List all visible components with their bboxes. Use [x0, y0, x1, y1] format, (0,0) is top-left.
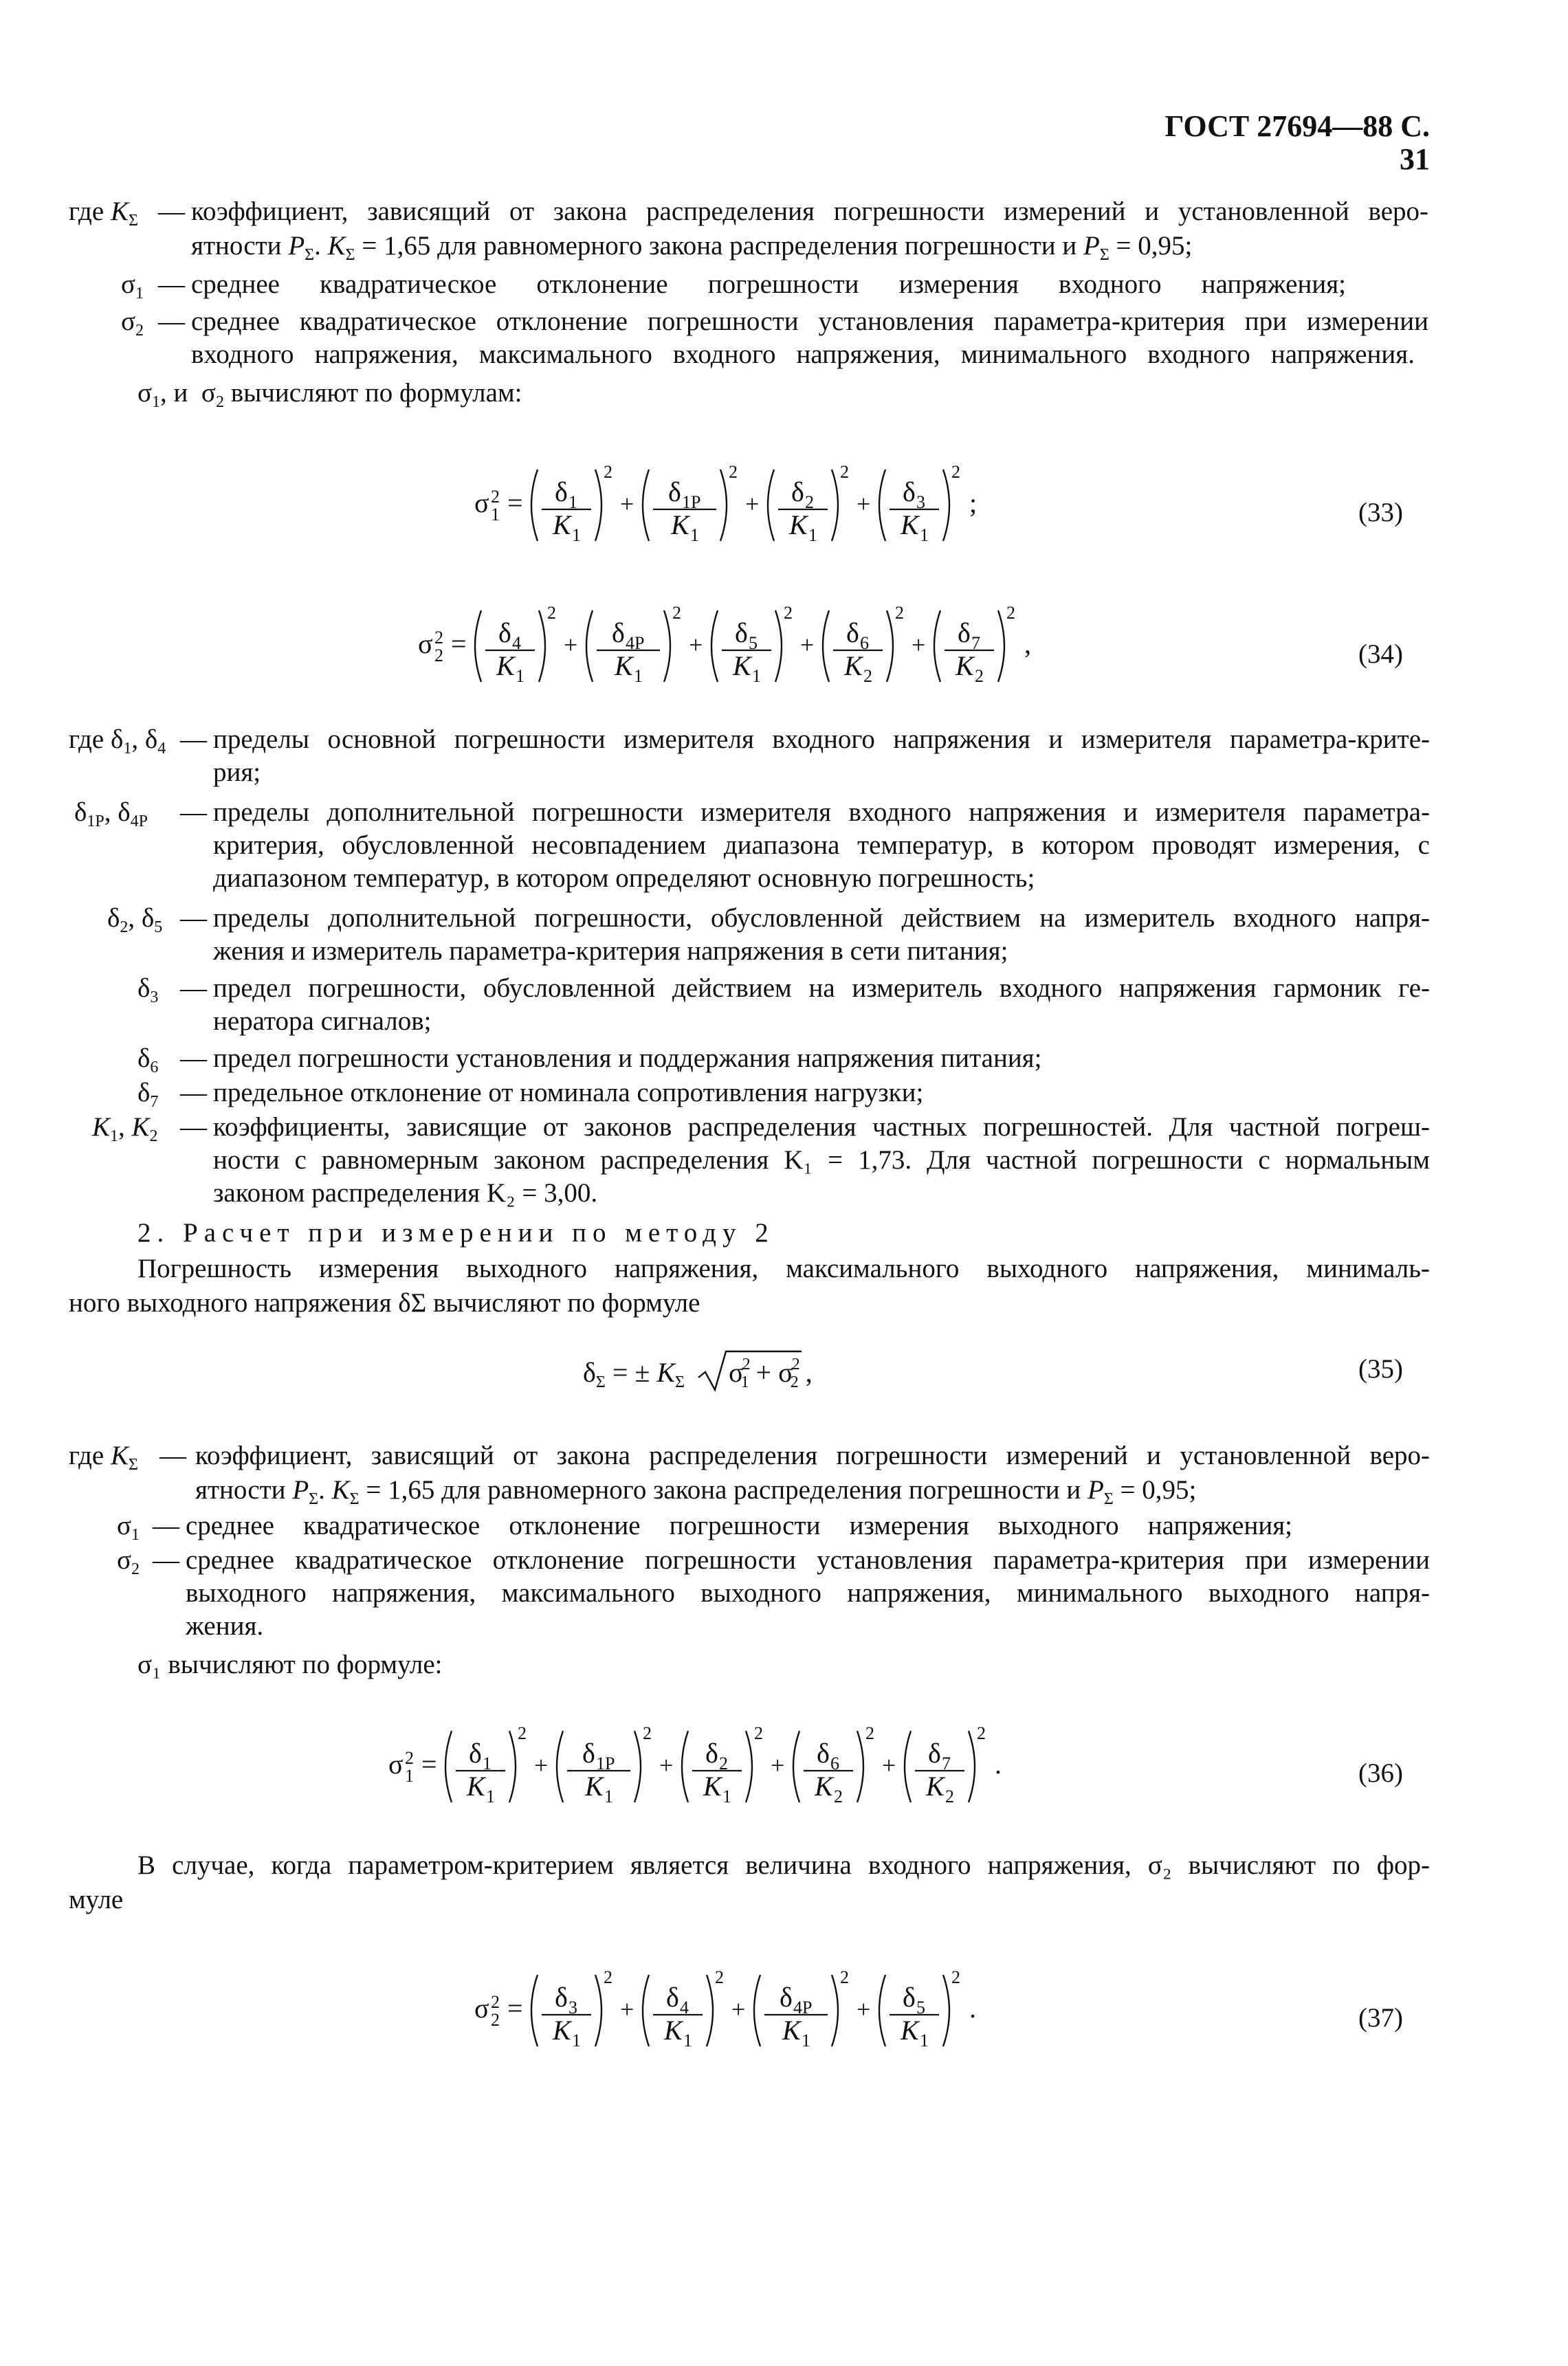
plus-sign: +	[534, 1751, 549, 1779]
numerator-subscript: 5	[749, 633, 758, 653]
compute-sentence-1: $\sigma_1$, и $\sigma_2$ вычисляют по формулам:	[137, 378, 522, 411]
definition-text: среднее квадратическое отклонение погрешности измерения выходного напряжения;	[186, 1511, 1292, 1540]
equals-sign: =	[507, 487, 523, 518]
numerator-subscript: 2	[719, 1754, 728, 1773]
fraction-numerator: δ	[958, 617, 971, 648]
fraction-numerator: δ	[928, 1738, 941, 1769]
definition-ksigma-2-line2: ятности $P_\Sigma$. $K_\Sigma = 1,65$ для равномерного закона распределения погрешности и $P_\Sigma = 0,95$;	[195, 1475, 1197, 1508]
fraction-denominator: K	[733, 650, 751, 681]
numerator-subscript: 4P	[626, 633, 645, 653]
numerator-subscript: 3	[916, 492, 925, 512]
denominator-subscript: 1	[920, 2031, 929, 2050]
fraction-numerator: δ	[582, 1738, 595, 1769]
section-heading: 2. Расчет при измерении по методу 2	[137, 1218, 775, 1248]
fraction-denominator: K	[467, 1771, 485, 1802]
equation-lhs: σ	[418, 628, 433, 659]
fraction-numerator: δ	[555, 476, 568, 507]
fraction-numerator: δ	[666, 1982, 679, 2013]
definition-text: нератора сигналов;	[213, 1006, 432, 1036]
denominator-subscript: 1	[802, 2031, 810, 2050]
definition-text: входного напряжения, максимального входного напряжения, минимального входного напряжения.	[191, 340, 1415, 369]
squared-exponent: 2	[547, 603, 556, 623]
definition-text: рия;	[213, 758, 261, 787]
equation-lhs: σ	[474, 487, 489, 518]
squared-exponent: 2	[1006, 603, 1015, 623]
equation-lhs-exponent: 2	[434, 628, 443, 648]
squared-exponent: 2	[729, 462, 738, 482]
equation-lhs-subscript: 2	[434, 645, 443, 665]
fraction-denominator: K	[585, 1771, 604, 1802]
equals-sign: =	[451, 628, 467, 659]
definition-d6: предел погрешности установления и поддержания напряжения питания;	[213, 1043, 1042, 1073]
numerator-subscript: 2	[805, 492, 814, 512]
equation-end-punct: ;	[969, 487, 978, 518]
left-paren	[754, 1975, 760, 2046]
fraction-numerator: δ	[846, 617, 859, 648]
numerator-subscript: 5	[916, 1998, 925, 2017]
definition-sigma1-2-label: $\sigma_1$	[117, 1511, 140, 1544]
fraction-denominator: K	[671, 509, 689, 540]
fraction-numerator: δ	[780, 1982, 793, 2013]
denominator-subscript: 1	[572, 525, 581, 545]
plus-sign: +	[689, 631, 703, 659]
definition-d7: предельное отклонение от номинала сопротивления нагрузки;	[213, 1078, 924, 1107]
denominator-subscript: 2	[975, 666, 984, 686]
fraction-numerator: δ	[903, 1982, 916, 2013]
numerator-subscript: 4	[512, 633, 521, 653]
definition-text: пределы основной погрешности измерителя входного напряжения и измерителя параметра-крите-	[213, 725, 1430, 754]
plus-sign: +	[912, 631, 926, 659]
definition-text: предел погрешности, обусловленной действием на измеритель входного напряжения гармоник ге-	[213, 973, 1430, 1003]
fraction-denominator: K	[789, 509, 808, 540]
definition-text-line2: ятности $P_\Sigma$. $K_\Sigma = 1,65$ для равномерного закона распределения погрешности и $P_\Sigma = 0,95$;	[191, 231, 1193, 264]
squared-exponent: 2	[643, 1723, 652, 1743]
equation-end-punct: ,	[1024, 628, 1031, 659]
numerator-subscript: 7	[971, 633, 980, 653]
definition-k1k2-label: $K_1$, $K_2$	[92, 1112, 158, 1145]
definition-text: среднее квадратическое отклонение погрешности установления параметра-критерия при измерении	[186, 1545, 1430, 1575]
numerator-subscript: 1P	[682, 492, 701, 512]
plus-sign: +	[745, 490, 760, 518]
definition-text: жения.	[186, 1611, 264, 1641]
paragraph-line: В случае, когда параметром-критерием является величина входного напряжения, σ₂ вычисляют по фор-	[137, 1850, 1430, 1880]
fraction-numerator: δ	[903, 476, 916, 507]
eq35-radicand: σ2 1 + σ2 2 ,	[729, 1356, 813, 1391]
plus-sign: +	[620, 490, 634, 518]
denominator-subscript: 1	[604, 1787, 613, 1806]
squared-exponent: 2	[604, 1967, 612, 1987]
definition-text: ности с равномерным законом распределения K₁ = 1,73. Для частной погрешности с нормальным	[213, 1145, 1430, 1175]
numerator-subscript: 7	[942, 1754, 951, 1773]
fraction-denominator: K	[782, 2015, 801, 2046]
numerator-subscript: 4	[680, 1998, 689, 2017]
denominator-subscript: 1	[722, 1787, 731, 1806]
definition-label: $\sigma_2$	[121, 307, 144, 340]
definition-text: коэффициент, зависящий от закона распределения погрешности измерений и установленной веро-	[195, 1441, 1430, 1470]
definition-label: где $K_\Sigma$	[69, 197, 138, 230]
definition-text: пределы дополнительной погрешности измерителя входного напряжения и измерителя параметра-	[213, 797, 1430, 827]
definition-d2d5-label: $\delta_2$, $\delta_5$	[107, 903, 163, 936]
plus-sign: +	[771, 1751, 785, 1779]
definition-d1d4-label: где $\delta_1$, $\delta_4$	[69, 725, 166, 758]
squared-exponent: 2	[840, 462, 849, 482]
denominator-subscript: 1	[683, 2031, 692, 2050]
squared-exponent: 2	[977, 1723, 986, 1743]
denominator-subscript: 2	[863, 666, 872, 686]
numerator-subscript: 1	[483, 1754, 492, 1773]
equals-sign: =	[421, 1749, 437, 1780]
case-paragraph-line2: муле	[69, 1885, 124, 1914]
equation-lhs-subscript: 1	[491, 505, 500, 524]
fraction-denominator: K	[815, 1771, 833, 1802]
squared-exponent: 2	[865, 1723, 874, 1743]
plus-sign: +	[659, 1751, 674, 1779]
fraction-denominator: K	[553, 2015, 571, 2046]
denominator-subscript: 1	[808, 525, 817, 545]
plus-sign: +	[620, 1995, 634, 2023]
denominator-subscript: 1	[920, 525, 929, 545]
equation-lhs-exponent: 2	[491, 1992, 500, 2012]
denominator-subscript: 1	[634, 666, 643, 686]
definition-label: $\sigma_1$	[121, 269, 144, 302]
fraction-numerator: δ	[791, 476, 804, 507]
equation-number-33: (33)	[1358, 498, 1403, 527]
definition-text: законом распределения K₂ = 3,00.	[213, 1178, 598, 1208]
denominator-subscript: 2	[834, 1787, 843, 1806]
squared-exponent: 2	[604, 462, 612, 482]
equals-sign: =	[507, 1993, 523, 2024]
plus-sign: +	[882, 1751, 896, 1779]
equation-number-36: (36)	[1358, 1758, 1403, 1788]
paragraph-line-2: ного выходного напряжения δΣ вычисляют по формуле	[69, 1288, 700, 1318]
paragraph-line: Погрешность измерения выходного напряжения, максимального выходного напряжения, минималь-	[137, 1254, 1430, 1283]
fraction-denominator: K	[615, 650, 633, 681]
definition-text: критерия, обусловленной несовпадением диапазона температур, в котором проводят измерения, с	[213, 830, 1430, 860]
denominator-subscript: 1	[516, 666, 524, 686]
fraction-numerator: δ	[469, 1738, 482, 1769]
plus-sign: +	[857, 1995, 871, 2023]
fraction-denominator: K	[926, 1771, 945, 1802]
equation-lhs-exponent: 2	[491, 487, 500, 507]
definition-d7-label: $\delta_7$	[137, 1078, 159, 1111]
squared-exponent: 2	[672, 603, 681, 623]
denominator-subscript: 1	[572, 2031, 581, 2050]
definition-ksigma-2-label: где $K_\Sigma$	[69, 1441, 138, 1474]
left-paren	[531, 1975, 538, 2046]
fraction-denominator: K	[664, 2015, 683, 2046]
squared-exponent: 2	[754, 1723, 763, 1743]
equation-lhs-subscript: 1	[405, 1766, 414, 1786]
plus-sign: +	[857, 490, 871, 518]
fraction-denominator: K	[901, 509, 919, 540]
denominator-subscript: 1	[690, 525, 699, 545]
equation-lhs-exponent: 2	[405, 1748, 414, 1768]
left-paren	[879, 1975, 885, 2046]
definition-text: выходного напряжения, максимального выходного напряжения, минимального выходного напря-	[186, 1578, 1430, 1608]
fraction-denominator: K	[956, 650, 974, 681]
equation-end-punct: .	[969, 1993, 976, 2024]
right-paren	[595, 1975, 601, 2046]
denominator-subscript: 1	[486, 1787, 495, 1806]
definition-text: диапазоном температур, в котором определяют основную погрешность;	[213, 863, 1035, 893]
fraction-denominator: K	[844, 650, 863, 681]
equation-end-punct: .	[995, 1749, 1002, 1780]
equation-number-34: (34)	[1358, 639, 1403, 669]
squared-exponent: 2	[715, 1967, 724, 1987]
fraction-numerator: δ	[705, 1738, 718, 1769]
squared-exponent: 2	[784, 603, 793, 623]
squared-exponent: 2	[840, 1967, 849, 1987]
numerator-subscript: 6	[860, 633, 869, 653]
fraction-denominator: K	[496, 650, 515, 681]
definition-text: жения и измеритель параметра-критерия напряжения в сети питания;	[213, 936, 1008, 966]
denominator-subscript: 2	[945, 1787, 954, 1806]
equation-number-37: (37)	[1358, 2003, 1403, 2033]
fraction-numerator: δ	[668, 476, 681, 507]
fraction-numerator: δ	[612, 617, 625, 648]
equation-lhs: σ	[474, 1993, 489, 2024]
numerator-subscript: 1P	[596, 1754, 615, 1773]
fraction-denominator: K	[703, 1771, 722, 1802]
denominator-subscript: 1	[752, 666, 761, 686]
right-paren	[832, 1975, 838, 2046]
definition-sigma2-2-label: $\sigma_2$	[117, 1545, 140, 1578]
plus-sign: +	[564, 631, 578, 659]
fraction-denominator: K	[553, 509, 571, 540]
definition-text: коэффициенты, зависящие от законов распределения частных погрешностей. Для частной погреш-	[213, 1112, 1430, 1142]
right-paren	[707, 1975, 713, 2046]
eq35-lhs: $\delta_\Sigma$ = ± $K_\Sigma$	[583, 1357, 685, 1391]
squared-exponent: 2	[951, 462, 960, 482]
fraction-numerator: δ	[735, 617, 748, 648]
squared-exponent: 2	[951, 1967, 960, 1987]
definition-text: коэффициент, зависящий от закона распределения погрешности измерений и установленной веро-	[191, 197, 1428, 226]
numerator-subscript: 3	[568, 1998, 577, 2017]
compute-sentence-2: σ₁ вычисляют по формуле:	[137, 1650, 443, 1679]
plus-sign: +	[731, 1995, 746, 2023]
definition-text: среднее квадратическое отклонение погрешности установления параметра-критерия при измерении	[191, 307, 1428, 336]
fraction-numerator: δ	[498, 617, 511, 648]
squared-exponent: 2	[518, 1723, 527, 1743]
definition-d6-label: $\delta_6$	[137, 1043, 159, 1076]
definition-text: пределы дополнительной погрешности, обусловленной действием на измеритель входного напря-	[213, 903, 1430, 933]
squared-exponent: 2	[895, 603, 904, 623]
page-header: ГОСТ 27694—88 С. 31	[1164, 109, 1430, 176]
fraction-denominator: K	[901, 2015, 919, 2046]
plus-sign: +	[800, 631, 815, 659]
fraction-numerator: δ	[817, 1738, 830, 1769]
equation-lhs: σ	[388, 1749, 404, 1780]
left-paren	[643, 1975, 649, 2046]
equation-lhs-subscript: 2	[491, 2010, 500, 2030]
equation-number-35: (35)	[1358, 1354, 1403, 1384]
numerator-subscript: 4P	[793, 1998, 813, 2017]
definition-text: среднее квадратическое отклонение погрешности измерения входного напряжения;	[191, 269, 1346, 299]
fraction-numerator: δ	[555, 1982, 568, 2013]
right-paren	[943, 1975, 949, 2046]
definition-d3-label: $\delta_3$	[137, 973, 159, 1006]
numerator-subscript: 6	[830, 1754, 839, 1773]
definition-d1pd4p-label: $\delta_{1P}$, $\delta_{4P}$	[74, 797, 148, 830]
numerator-subscript: 1	[568, 492, 577, 512]
